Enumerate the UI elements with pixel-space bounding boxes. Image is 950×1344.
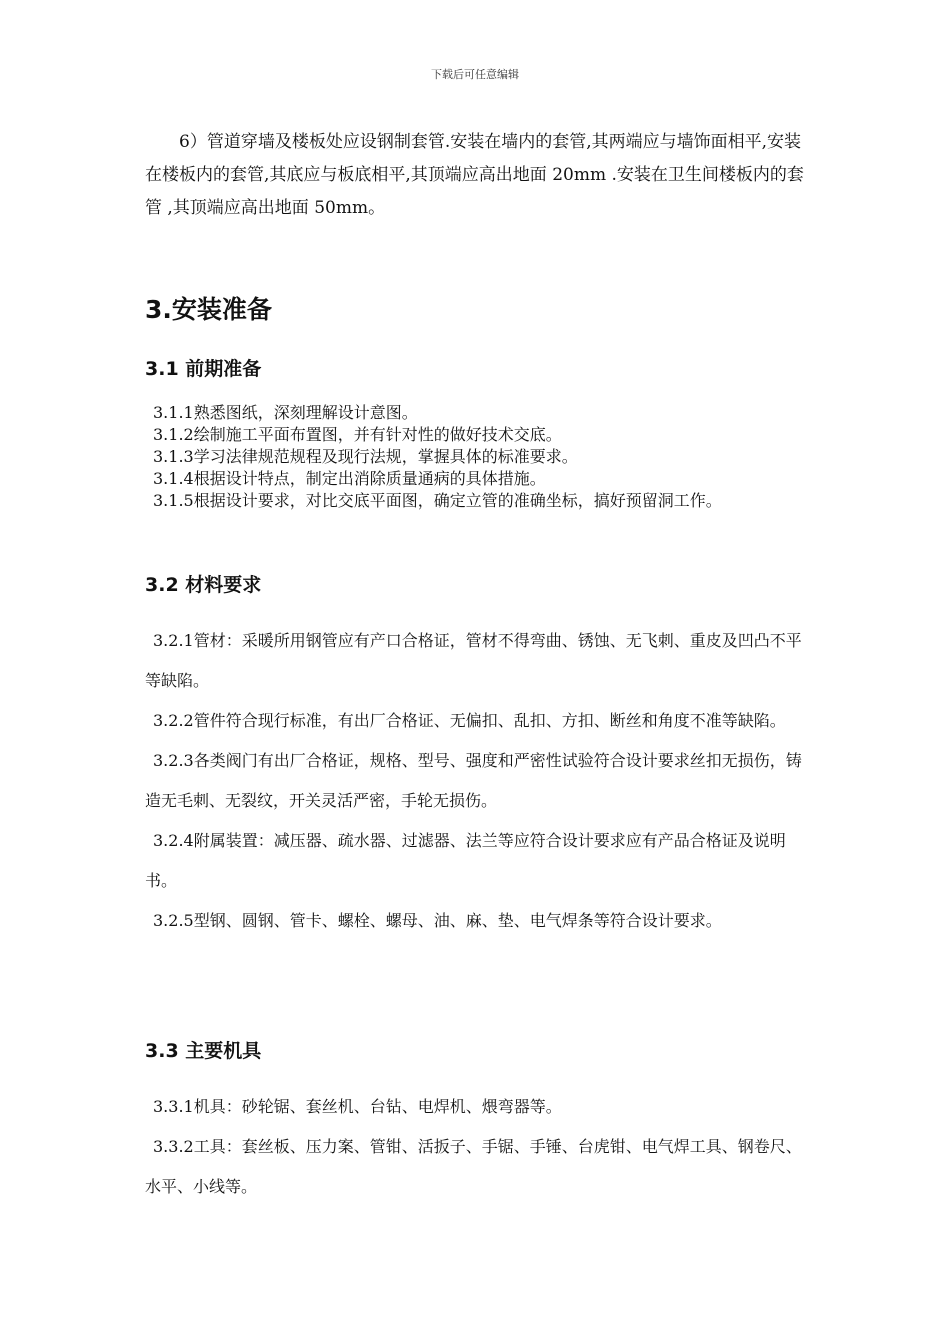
list-item: 3.3.1机具：砂轮锯、套丝机、台钻、电焊机、煨弯器等。	[153, 1097, 562, 1116]
list-item: 3.2.5型钢、圆钢、管卡、螺栓、螺母、油、麻、垫、电气焊条等符合设计要求。	[153, 911, 722, 930]
list-item: 3.2.3各类阀门有出厂合格证，规格、型号、强度和严密性试验符合设计要求丝扣无损伤，铸造无毛刺、无裂纹，开关灵活严密，手轮无损伤。	[145, 751, 802, 810]
paragraph-6: 6）管道穿墙及楼板处应设钢制套管.安装在墙内的套管,其两端应与墙饰面相平,安装在楼板内的套管,其底应与板底相平,其顶端应高出地面 20mm .安装在卫生间楼板内的套管 ,其顶端应高出地面 50mm。	[145, 132, 804, 218]
page-header: 下载后可任意编辑	[431, 68, 519, 81]
section-3-3-title: 3.3 主要机具	[145, 1040, 262, 1062]
section-3-1-list	[145, 402, 813, 512]
list-item: 3.2.4附属装置：减压器、疏水器、过滤器、法兰等应符合设计要求应有产品合格证及说明书。	[145, 831, 786, 890]
section-3-title: 3.安装准备	[145, 295, 272, 324]
list-item: 3.1.3学习法律规范规程及现行法规，掌握具体的标准要求。	[153, 447, 578, 466]
list-item: 3.2.2管件符合现行标准，有出厂合格证、无偏扣、乱扣、方扣、断丝和角度不准等缺陷。	[153, 711, 786, 730]
list-item: 3.1.5根据设计要求，对比交底平面图，确定立管的准确坐标，搞好预留洞工作。	[153, 491, 722, 510]
list-item: 3.1.4根据设计特点，制定出消除质量通病的具体措施。	[153, 469, 546, 488]
list-item: 3.3.2工具：套丝板、压力案、管钳、活扳子、手锯、手锤、台虎钳、电气焊工具、钢卷尺、水平、小线等。	[145, 1137, 802, 1196]
section-3-3-list	[145, 1087, 813, 1207]
list-item: 3.1.1熟悉图纸，深刻理解设计意图。	[153, 403, 418, 422]
list-item: 3.1.2绘制施工平面布置图，并有针对性的做好技术交底。	[153, 425, 562, 444]
section-3-2-title: 3.2 材料要求	[145, 574, 262, 596]
section-3-2-list	[145, 621, 813, 941]
section-3-1-title: 3.1 前期准备	[145, 358, 262, 380]
list-item: 3.2.1管材：采暖所用钢管应有产口合格证，管材不得弯曲、锈蚀、无飞刺、重皮及凹凸不平等缺陷。	[145, 631, 802, 690]
